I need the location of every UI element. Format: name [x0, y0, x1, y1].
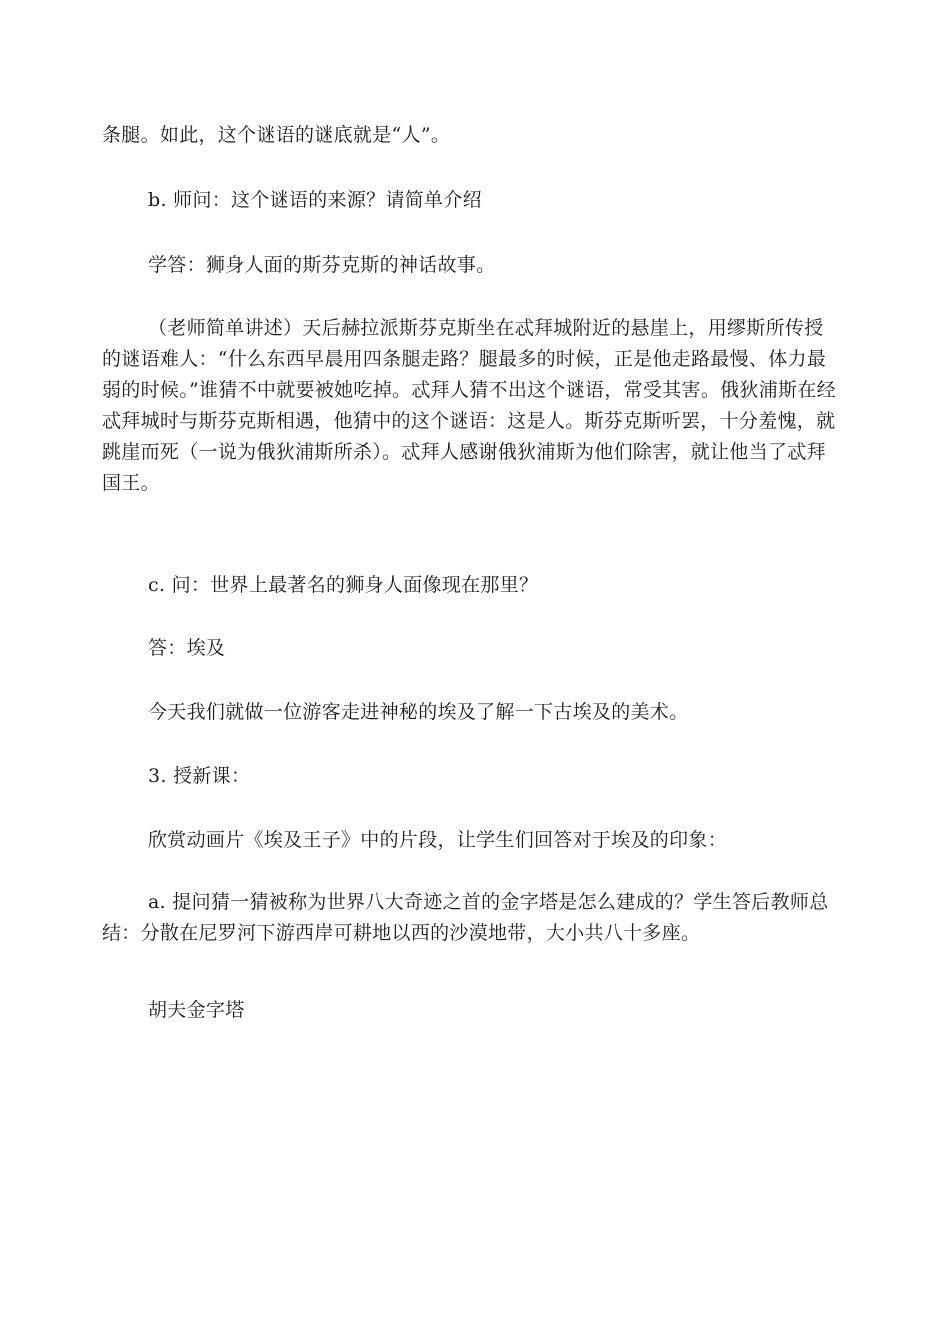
paragraph-section-new-lesson: 3. 授新课： [148, 765, 251, 787]
paragraph-student-answer: 学答：狮身人面的斯芬克斯的神话故事。 [148, 254, 496, 276]
paragraph-intro-egypt-art: 今天我们就做一位游客走进神秘的埃及了解一下古埃及的美术。 [148, 701, 689, 723]
paragraph-sphinx-story: （老师简单讲述）天后赫拉派斯芬克斯坐在忒拜城附近的悬崖上，用缪斯所传授的谜语难人：“什么东西早晨用四条腿走路？腿最多的时候，正是他走路最慢、体力最弱的时候。”谁猜不中就要被她吃掉。忒拜人猜不出这个谜语，常受其害。俄狄浦斯在经忒拜城时与斯芬克斯相遇，他猜中的这个谜语：这是人。斯芬克斯听罢，十分羞愧，就跳崖而死（一说为俄狄浦斯所杀）。忒拜人感谢俄狄浦斯为他们除害，就让他当了忒拜国王。 [102, 317, 836, 494]
paragraph-watch-animation: 欣赏动画片《埃及王子》中的片段，让学生们回答对于埃及的印象： [148, 829, 728, 851]
paragraph-answer-egypt: 答：埃及 [148, 637, 226, 659]
paragraph-pyramid-question: a. 提问猜一猜被称为世界八大奇迹之首的金字塔是怎么建成的？学生答后教师总结：分散在尼罗河下游西岸可耕地以西的沙漠地带，大小共八十多座。 [102, 891, 829, 944]
paragraph-riddle-answer: 条腿。如此，这个谜语的谜底就是“人”。 [102, 124, 451, 146]
paragraph-teacher-question-b: b. 师问：这个谜语的来源？请简单介绍 [148, 189, 482, 211]
paragraph-khufu-pyramid: 胡夫金字塔 [148, 999, 245, 1021]
paragraph-question-c: c. 问：世界上最著名的狮身人面像现在那里？ [148, 574, 539, 596]
